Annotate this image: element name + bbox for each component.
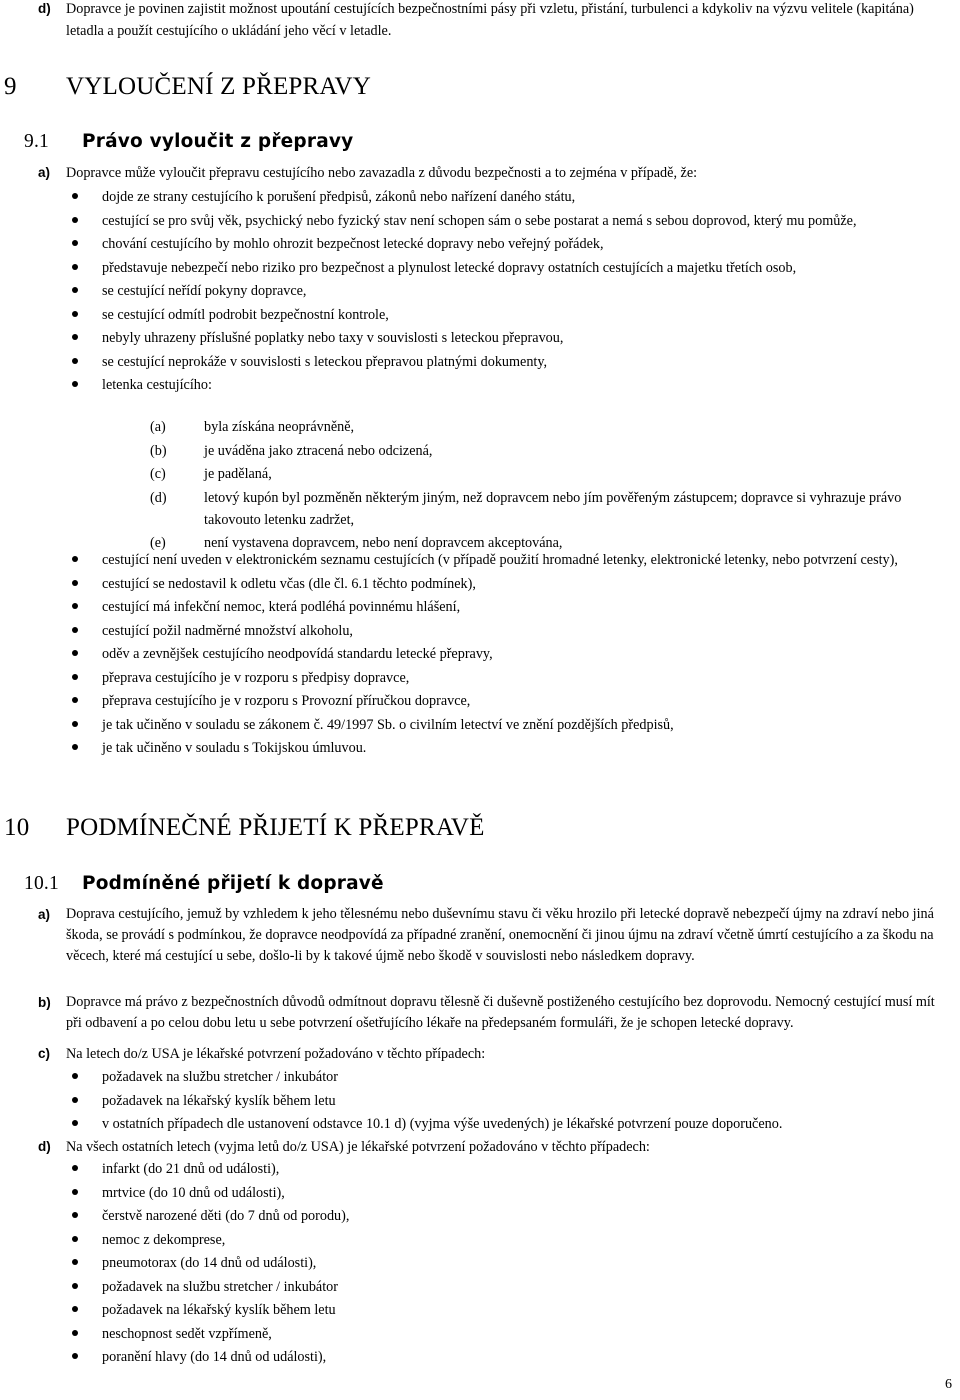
ticket-subitem bbox=[150, 440, 956, 462]
paragraph-10a-text: Doprava cestujícího, jemuž by vzhledem k jeho tělesnému nebo duševnímu stavu či věku hrozilo při letecké dopravě nebezpečí újmy na zdraví nebo jiná škoda, se provádí s podmínkou, že dopravce neodpovídá za případné zranění, onemocnění či jinou újmu na zdraví včetně úmrtí cestujícího a za škodu na věcech, které má cestující u sebe, došlo-li by k takové újmě nebo škodě v souvislosti nebo následkem dopravy. bbox=[66, 906, 934, 964]
paragraph-10c-label: c) bbox=[38, 1046, 51, 1061]
list-item: představuje nebezpečí nebo riziko pro bezpečnost a plynulost letecké dopravy ostatních cestujících a majetku třetích osob, bbox=[66, 257, 916, 279]
ticket-subitem-letter: (c) bbox=[150, 466, 166, 482]
list-item: čerstvě narozené děti (do 7 dnů od porodu), bbox=[66, 1205, 916, 1227]
list-item: požadavek na lékařský kyslík během letu bbox=[66, 1299, 916, 1321]
other-medical-cases-list bbox=[66, 1158, 916, 1370]
section-10-1-number: 10.1 bbox=[24, 873, 59, 894]
paragraph-10a bbox=[38, 904, 954, 967]
list-item: v ostatních případech dle ustanovení odstavce 10.1 d) (vyjma výše uvedených) je lékařské potvrzení pouze doporučeno. bbox=[66, 1113, 916, 1135]
exclusion-reasons-list-continued bbox=[66, 549, 916, 761]
section-9-1-number: 9.1 bbox=[24, 131, 49, 152]
section-10-number: 10 bbox=[4, 814, 30, 841]
list-item: oděv a zevnějšek cestujícího neodpovídá standardu letecké přepravy, bbox=[66, 643, 916, 665]
section-10-1-heading bbox=[24, 873, 384, 895]
exclusion-reasons-list bbox=[66, 186, 916, 398]
ticket-subitem-text: letový kupón byl pozměněn některým jiným, než dopravcem nebo jím pověřeným zástupcem; dopravce si vyhrazuje právo takovouto letenku zadržet, bbox=[204, 489, 902, 528]
list-item: pneumotorax (do 14 dnů od události), bbox=[66, 1252, 916, 1274]
paragraph-10d bbox=[38, 1136, 954, 1158]
list-item: požadavek na službu stretcher / inkubátor bbox=[66, 1066, 916, 1088]
ticket-subitem bbox=[150, 416, 956, 438]
list-item: nemoc z dekomprese, bbox=[66, 1229, 916, 1251]
list-item: dojde ze strany cestujícího k porušení předpisů, zákonů nebo nařízení daného státu, bbox=[66, 186, 916, 208]
ticket-subitem-text: není vystavena dopravcem, nebo není dopravcem akceptována, bbox=[204, 535, 563, 551]
ticket-subitem-letter: (d) bbox=[150, 489, 167, 506]
section-10-title: PODMÍNEČNÉ PŘIJETÍ K PŘEPRAVĚ bbox=[66, 814, 485, 841]
ticket-subitem-text: je uváděna jako ztracená nebo odcizená, bbox=[204, 442, 433, 459]
list-item: neschopnost sedět vzpřímeně, bbox=[66, 1323, 916, 1345]
ticket-subitem bbox=[150, 487, 956, 531]
paragraph-10c-text: Na letech do/z USA je lékařské potvrzení požadováno v těchto případech: bbox=[66, 1046, 486, 1062]
paragraph-9a-text: Dopravce může vyloučit přepravu cestujícího nebo zavazadla z důvodu bezpečnosti a to zejména v případě, že: bbox=[66, 165, 698, 181]
ticket-subitem-text: byla získána neoprávněně, bbox=[204, 419, 355, 435]
usa-medical-cases-list bbox=[66, 1066, 916, 1137]
list-item: cestující má infekční nemoc, která podléhá povinnému hlášení, bbox=[66, 596, 916, 618]
intro-label: d) bbox=[38, 1, 51, 16]
list-item: se cestující neřídí pokyny dopravce, bbox=[66, 280, 916, 302]
paragraph-10d-text: Na všech ostatních letech (vyjma letů do/z USA) je lékařské potvrzení požadováno v těchto případech: bbox=[66, 1139, 650, 1155]
ticket-subitem bbox=[150, 463, 956, 485]
ticket-subitem-letter: (b) bbox=[150, 442, 167, 459]
list-item: se cestující neprokáže v souvislosti s leteckou přepravou platnými dokumenty, bbox=[66, 351, 916, 373]
section-9-title: VYLOUČENÍ Z PŘEPRAVY bbox=[66, 73, 371, 100]
list-item: je tak učiněno v souladu s Tokijskou úmluvou. bbox=[66, 737, 916, 759]
ticket-subitem-letter: (a) bbox=[150, 419, 166, 435]
ticket-subitem-letter: (e) bbox=[150, 535, 166, 551]
paragraph-9a-label: a) bbox=[38, 165, 51, 180]
list-item: poranění hlavy (do 14 dnů od události), bbox=[66, 1346, 916, 1368]
list-item: cestující se pro svůj věk, psychický nebo fyzický stav není schopen sám o sebe postarat a nemá s sebou doprovod, který mu pomůže, bbox=[66, 210, 916, 232]
list-item: cestující požil nadměrné množství alkoholu, bbox=[66, 620, 916, 642]
section-9-heading bbox=[4, 73, 371, 100]
list-item: chování cestujícího by mohlo ohrozit bezpečnost letecké dopravy nebo veřejný pořádek, bbox=[66, 233, 916, 255]
section-10-1-title: Podmíněné přijetí k dopravě bbox=[82, 873, 384, 894]
section-9-number: 9 bbox=[4, 73, 17, 100]
paragraph-10a-label: a) bbox=[38, 907, 51, 922]
intro-paragraph bbox=[38, 0, 954, 42]
section-9-1-heading bbox=[24, 131, 353, 153]
list-item: přeprava cestujícího je v rozporu s předpisy dopravce, bbox=[66, 667, 916, 689]
paragraph-9a bbox=[38, 162, 954, 184]
paragraph-10c bbox=[38, 1043, 954, 1065]
list-item: cestující se nedostavil k odletu včas (dle čl. 6.1 těchto podmínek), bbox=[66, 573, 916, 595]
paragraph-10b-label: b) bbox=[38, 995, 51, 1010]
list-item: přeprava cestujícího je v rozporu s Provozní příručkou dopravce, bbox=[66, 690, 916, 712]
list-item: cestující není uveden v elektronickém seznamu cestujících (v případě použití hromadné letenky, elektronické letenky, nebo potvrzení cesty), bbox=[66, 549, 916, 571]
list-item: požadavek na lékařský kyslík během letu bbox=[66, 1090, 916, 1112]
paragraph-10b-text: Dopravce má právo z bezpečnostních důvodů odmítnout dopravu tělesně či duševně postiženého cestujícího bez doprovodu. Nemocný cestující musí mít při odbavení a po celou dobu letu u sebe potvrzení ošetřujícího lékaře na předepsaném formuláři, že je schopen letecké dopravy. bbox=[66, 994, 935, 1031]
ticket-subitems-list bbox=[150, 416, 956, 556]
ticket-subitem-text: je padělaná, bbox=[204, 466, 272, 482]
list-item: je tak učiněno v souladu se zákonem č. 49/1997 Sb. o civilním letectví ve znění pozdějších předpisů, bbox=[66, 714, 916, 736]
list-item: infarkt (do 21 dnů od události), bbox=[66, 1158, 916, 1180]
page-number: 6 bbox=[945, 1377, 952, 1392]
intro-text: Dopravce je povinen zajistit možnost upoutání cestujících bezpečnostními pásy při vzletu, přistání, turbulenci a kdykoliv na výzvu velitele (kapitána) letadla a použít cestujícího o ukládání jeho věcí v letadle. bbox=[66, 1, 914, 39]
list-item: se cestující odmítl podrobit bezpečnostní kontrole, bbox=[66, 304, 916, 326]
section-9-1-title: Právo vyloučit z přepravy bbox=[82, 131, 354, 152]
list-item: požadavek na službu stretcher / inkubátor bbox=[66, 1276, 916, 1298]
list-item: letenka cestujícího: bbox=[66, 374, 916, 396]
list-item: mrtvice (do 10 dnů od události), bbox=[66, 1182, 916, 1204]
paragraph-10b bbox=[38, 992, 954, 1034]
section-10-heading bbox=[4, 814, 485, 841]
list-item: nebyly uhrazeny příslušné poplatky nebo taxy v souvislosti s leteckou přepravou, bbox=[66, 327, 916, 349]
paragraph-10d-label: d) bbox=[38, 1139, 51, 1154]
